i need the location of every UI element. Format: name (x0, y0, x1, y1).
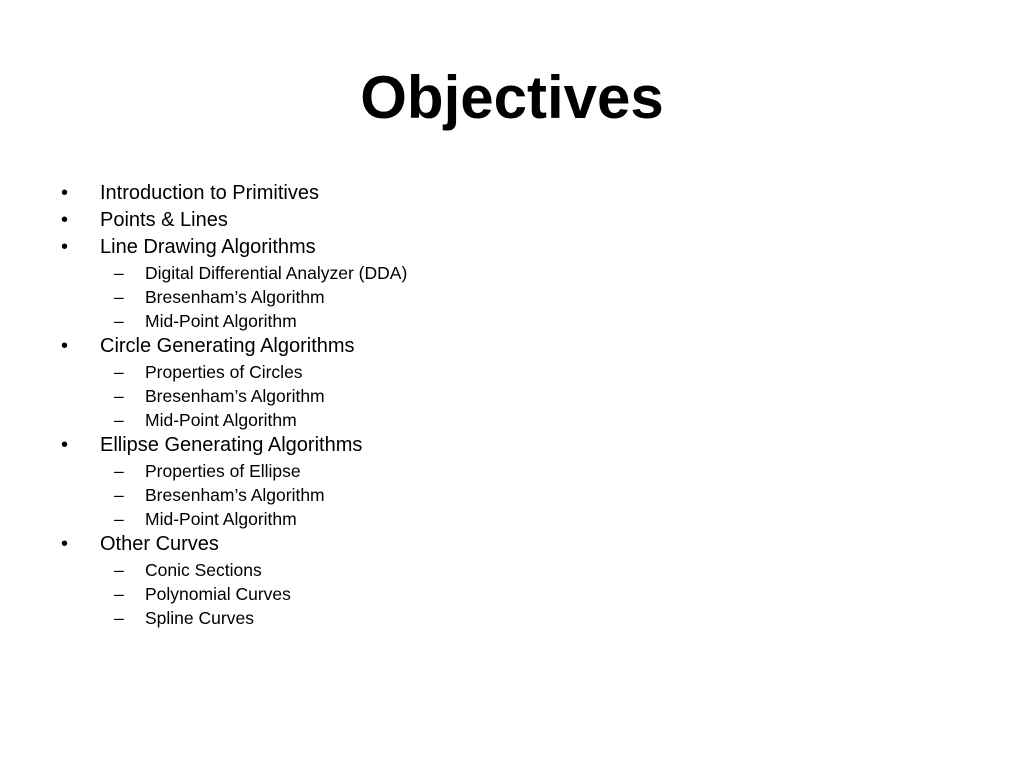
sub-list-item-text: Mid-Point Algorithm (145, 509, 297, 529)
sub-list-item (0, 360, 1024, 384)
dash-marker: – (114, 560, 124, 580)
sub-list-item (0, 582, 1024, 606)
slide-title: Objectives (360, 64, 664, 131)
dash-marker: – (114, 263, 124, 283)
bullet-marker: • (61, 236, 69, 258)
dash-marker: – (114, 410, 124, 430)
sub-list-item-text: Bresenham’s Algorithm (145, 485, 325, 505)
sub-list-item-text: Digital Differential Analyzer (DDA) (145, 263, 408, 283)
bullet-list (0, 180, 1024, 630)
list-item (0, 234, 1024, 261)
list-item-text: Line Drawing Algorithms (100, 236, 316, 258)
dash-marker: – (114, 362, 124, 382)
dash-marker: – (114, 287, 124, 307)
sub-list-item (0, 483, 1024, 507)
sub-list-item-text: Bresenham’s Algorithm (145, 386, 325, 406)
list-item-text: Circle Generating Algorithms (100, 335, 355, 357)
dash-marker: – (114, 509, 124, 529)
sub-list-item (0, 606, 1024, 630)
list-item-text: Introduction to Primitives (100, 182, 319, 204)
sub-list-item-text: Conic Sections (145, 560, 262, 580)
sub-list-item (0, 309, 1024, 333)
dash-marker: – (114, 485, 124, 505)
sub-list-item-text: Mid-Point Algorithm (145, 311, 297, 331)
sub-list-item-text: Spline Curves (145, 608, 254, 628)
bullet-marker: • (61, 209, 69, 231)
sub-list-item (0, 408, 1024, 432)
bullet-marker: • (61, 335, 69, 357)
bullet-marker: • (61, 533, 69, 555)
dash-marker: – (114, 608, 124, 628)
sub-list-item-text: Bresenham’s Algorithm (145, 287, 325, 307)
list-item (0, 531, 1024, 558)
sub-list-item-text: Polynomial Curves (145, 584, 291, 604)
list-item (0, 180, 1024, 207)
dash-marker: – (114, 584, 124, 604)
bullet-marker: • (61, 182, 69, 204)
bullet-marker: • (61, 434, 69, 456)
sub-list-item-text: Properties of Circles (145, 362, 303, 382)
sub-list-item (0, 507, 1024, 531)
list-item (0, 333, 1024, 360)
list-item-text: Ellipse Generating Algorithms (100, 434, 363, 456)
sub-list-item (0, 558, 1024, 582)
sub-list-item (0, 384, 1024, 408)
dash-marker: – (114, 386, 124, 406)
dash-marker: – (114, 311, 124, 331)
sub-list-item (0, 459, 1024, 483)
sub-list-item (0, 285, 1024, 309)
list-item (0, 432, 1024, 459)
dash-marker: – (114, 461, 124, 481)
list-item-text: Points & Lines (100, 209, 228, 231)
list-item-text: Other Curves (100, 533, 219, 555)
sub-list-item (0, 261, 1024, 285)
sub-list-item-text: Mid-Point Algorithm (145, 410, 297, 430)
sub-list-item-text: Properties of Ellipse (145, 461, 301, 481)
list-item (0, 207, 1024, 234)
